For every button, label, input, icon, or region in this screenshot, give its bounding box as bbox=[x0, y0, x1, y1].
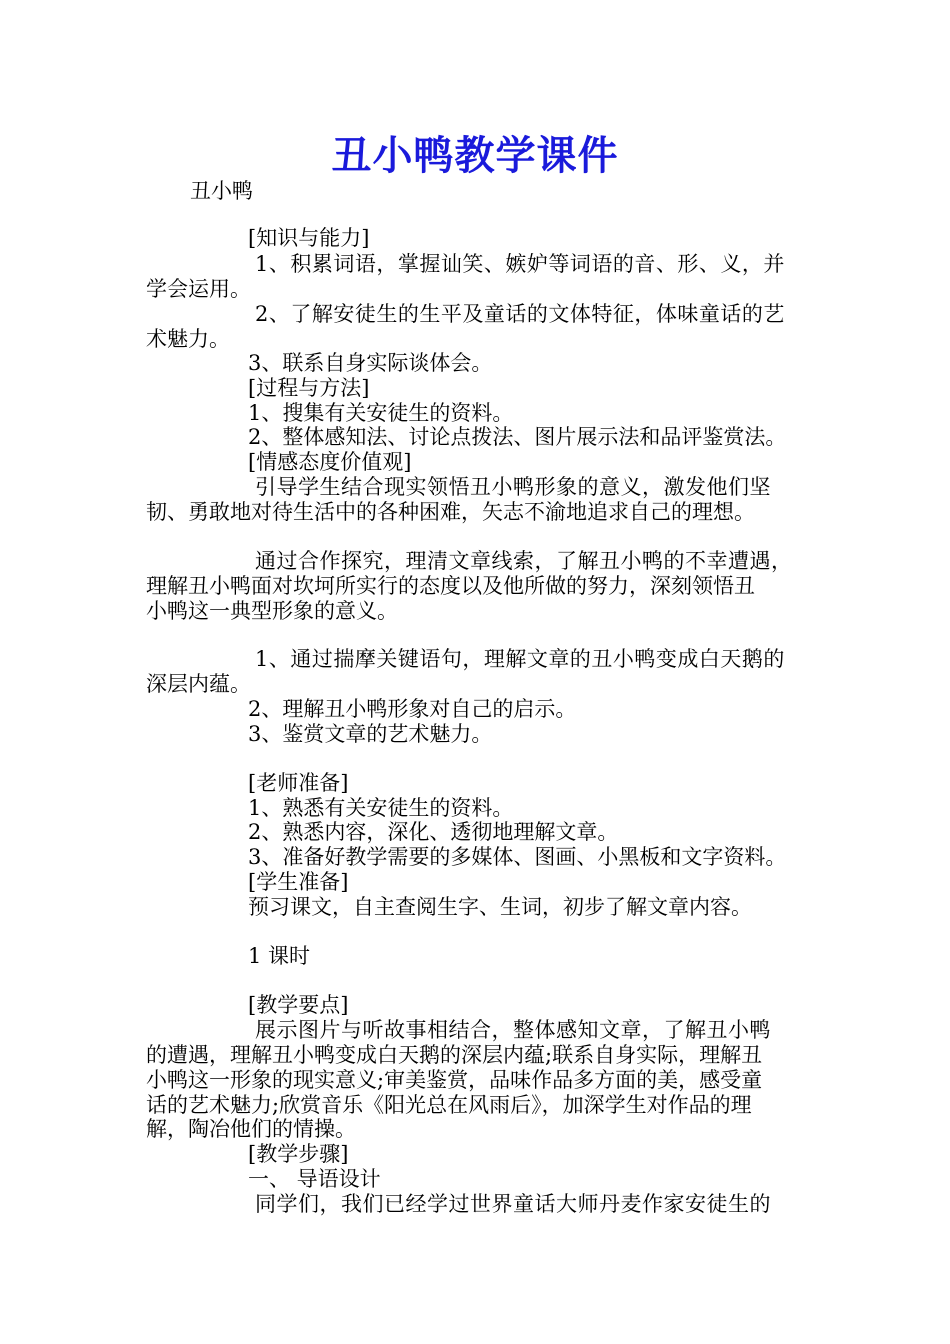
paragraph-line: 1、熟悉有关安徒生的资料。 bbox=[248, 796, 514, 820]
paragraph-line: 3、联系自身实际谈体会。 bbox=[248, 351, 493, 375]
paragraph-line: 引导学生结合现实领悟丑小鸭形象的意义，激发他们坚 bbox=[255, 475, 771, 499]
subtitle: 丑小鸭 bbox=[190, 179, 253, 203]
paragraph-line: 2、了解安徒生的生平及童话的文体特征，体味童话的艺 bbox=[255, 302, 785, 326]
section-heading: [过程与方法] bbox=[248, 376, 370, 400]
section-heading: [知识与能力] bbox=[248, 226, 370, 250]
paragraph-line: 小鸭这一典型形象的意义。 bbox=[146, 599, 398, 623]
page-title: 丑小鸭教学课件 bbox=[331, 133, 619, 179]
section-heading: [学生准备] bbox=[248, 870, 349, 894]
paragraph-line: 1、搜集有关安徒生的资料。 bbox=[248, 401, 514, 425]
paragraph-line: 2、熟悉内容，深化、透彻地理解文章。 bbox=[248, 820, 619, 844]
paragraph-line: 术魅力。 bbox=[146, 327, 230, 351]
paragraph-line: 话的艺术魅力;欣赏音乐《阳光总在风雨后》，加深学生对作品的理 bbox=[146, 1093, 752, 1117]
paragraph-line: 3、鉴赏文章的艺术魅力。 bbox=[248, 722, 493, 746]
paragraph-line: 深层内蕴。 bbox=[146, 672, 251, 696]
paragraph-line: 1 课时 bbox=[248, 944, 311, 968]
section-heading: [教学步骤] bbox=[248, 1142, 349, 1166]
paragraph-line: 小鸭这一形象的现实意义;审美鉴赏，品味作品多方面的美，感受童 bbox=[146, 1068, 763, 1092]
paragraph-line: 解，陶冶他们的情操。 bbox=[146, 1117, 356, 1141]
section-heading: [教学要点] bbox=[248, 993, 349, 1017]
paragraph-line: 一、 导语设计 bbox=[248, 1167, 381, 1191]
paragraph-line: 韧、勇敢地对待生活中的各种困难，矢志不渝地追求自己的理想。 bbox=[146, 500, 755, 524]
paragraph-line: 展示图片与听故事相结合，整体感知文章，了解丑小鸭 bbox=[255, 1018, 771, 1042]
paragraph-line: 1、积累词语，掌握讪笑、嫉妒等词语的音、形、义，并 bbox=[255, 252, 785, 276]
paragraph-line: 通过合作探究，理清文章线索，了解丑小鸭的不幸遭遇， bbox=[255, 549, 793, 573]
paragraph-line: 学会运用。 bbox=[146, 277, 251, 301]
section-heading: [老师准备] bbox=[248, 771, 349, 795]
paragraph-line: 2、理解丑小鸭形象对自己的启示。 bbox=[248, 697, 577, 721]
paragraph-line: 同学们，我们已经学过世界童话大师丹麦作家安徒生的 bbox=[255, 1192, 771, 1216]
paragraph-line: 1、通过揣摩关键语句，理解文章的丑小鸭变成白天鹅的 bbox=[255, 647, 785, 671]
paragraph-line: 2、整体感知法、讨论点拨法、图片展示法和品评鉴赏法。 bbox=[248, 425, 787, 449]
paragraph-line: 预习课文，自主查阅生字、生词，初步了解文章内容。 bbox=[248, 895, 752, 919]
section-heading: [情感态度价值观] bbox=[248, 450, 412, 474]
paragraph-line: 的遭遇，理解丑小鸭变成白天鹅的深层内蕴;联系自身实际，理解丑 bbox=[146, 1043, 763, 1067]
paragraph-line: 3、准备好教学需要的多媒体、图画、小黑板和文字资料。 bbox=[248, 845, 787, 869]
paragraph-line: 理解丑小鸭面对坎坷所实行的态度以及他所做的努力，深刻领悟丑 bbox=[146, 574, 755, 598]
